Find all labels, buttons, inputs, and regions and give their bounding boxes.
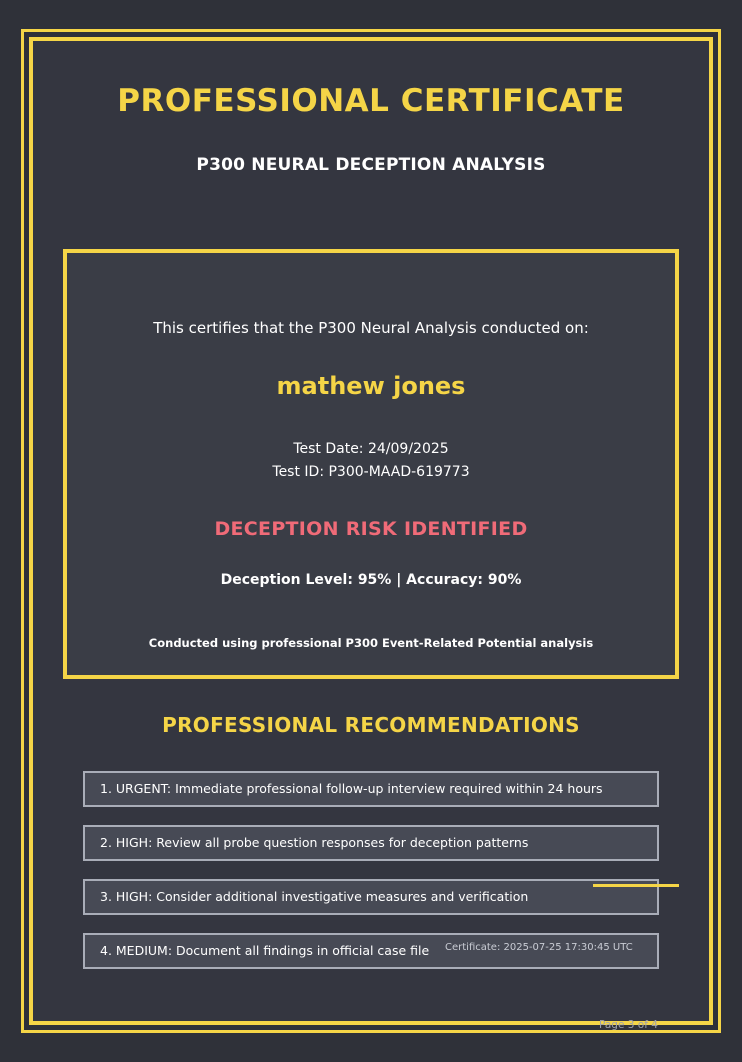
page-subtitle: P300 NEURAL DECEPTION ANALYSIS (196, 155, 546, 175)
list-item: 2. HIGH: Review all probe question responses for deception patterns (83, 825, 659, 861)
deception-accuracy-levels: Deception Level: 95% | Accuracy: 90% (220, 572, 522, 588)
list-item: 1. URGENT: Immediate professional follow-up interview required within 24 hours (83, 771, 659, 807)
certificate-panel (63, 249, 679, 679)
test-id: Test ID: P300-MAAD-619773 (272, 464, 470, 480)
certificate-timestamp: Certificate: 2025-07-25 17:30:45 UTC (445, 942, 633, 953)
page-title: PROFESSIONAL CERTIFICATE (117, 83, 625, 119)
subject-name: mathew jones (276, 372, 466, 400)
page-number: Page 3 of 4 (599, 1019, 658, 1031)
method-footnote: Conducted using professional P300 Event-Related Potential analysis (148, 636, 594, 650)
list-item: 3. HIGH: Consider additional investigative measures and verification (83, 879, 659, 915)
recommendations-list (83, 771, 659, 987)
risk-status-badge: DECEPTION RISK IDENTIFIED (214, 518, 528, 540)
recommendations-heading: PROFESSIONAL RECOMMENDATIONS (162, 713, 580, 737)
certificate-content (33, 41, 709, 1031)
list-item: 4. MEDIUM: Document all findings in official case file (83, 933, 659, 969)
test-metadata (67, 438, 675, 484)
accent-divider (593, 884, 679, 887)
certificate-intro-text: This certifies that the P300 Neural Analysis conducted on: (153, 319, 589, 337)
test-date: Test Date: 24/09/2025 (293, 441, 449, 457)
